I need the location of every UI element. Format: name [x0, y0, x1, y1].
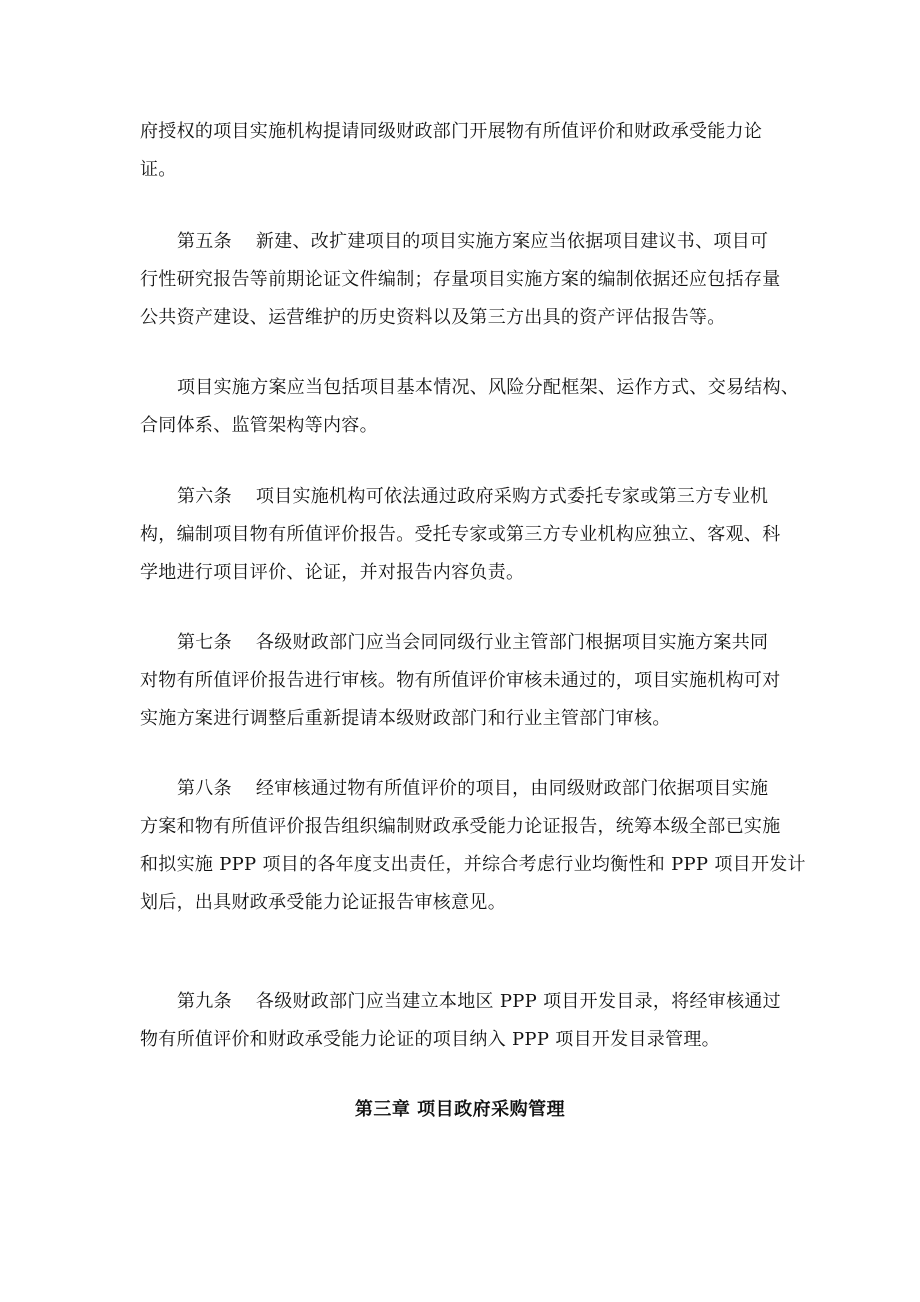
text-line: 和拟实施 PPP 项目的各年度支出责任，并综合考虑行业均衡性和 PPP 项目开发计	[140, 854, 806, 875]
paragraph-continuation	[140, 113, 785, 189]
chapter-heading: 第三章 项目政府采购管理	[354, 1099, 566, 1120]
article-5-paragraph-2	[140, 369, 800, 445]
article-text: 各级财政部门应当建立本地区 PPP 项目开发目录，将经审核通过	[255, 991, 781, 1012]
text-line: 公共资产建设、运营维护的历史资料以及第三方出具的资产评估报告等。	[140, 307, 726, 328]
text-line	[140, 983, 785, 1021]
article-text: 新建、改扩建项目的项目实施方案应当依据项目建议书、项目可	[255, 231, 769, 252]
text-line: 方案和物有所值评价报告组织编制财政承受能力论证报告，统筹本级全部已实施	[140, 816, 781, 837]
article-number: 第五条	[177, 231, 232, 252]
text-line: 府授权的项目实施机构提请同级财政部门开展物有所值评价和财政承受能力论	[140, 121, 763, 142]
text-line	[140, 478, 785, 516]
text-line: 学地进行项目评价、论证，并对报告内容负责。	[140, 562, 525, 583]
article-number: 第六条	[177, 486, 232, 507]
text-line	[140, 770, 785, 808]
article-number: 第七条	[177, 632, 232, 653]
article-9	[140, 983, 785, 1059]
text-line: 证。	[140, 159, 177, 180]
article-text: 各级财政部门应当会同同级行业主管部门根据项目实施方案共同	[255, 632, 769, 653]
text-line	[140, 624, 785, 662]
article-number: 第九条	[177, 991, 232, 1012]
text-line: 行性研究报告等前期论证文件编制；存量项目实施方案的编制依据还应包括存量	[140, 269, 781, 290]
article-8	[140, 770, 806, 922]
text-line: 实施方案进行调整后重新提请本级财政部门和行业主管部门审核。	[140, 708, 671, 729]
article-5	[140, 223, 785, 337]
text-line: 合同体系、监管架构等内容。	[140, 415, 378, 436]
text-line: 项目实施方案应当包括项目基本情况、风险分配框架、运作方式、交易结构、	[177, 377, 800, 398]
text-line: 物有所值评价和财政承受能力论证的项目纳入 PPP 项目开发目录管理。	[140, 1029, 720, 1050]
article-text: 经审核通过物有所值评价的项目，由同级财政部门依据项目实施	[255, 778, 769, 799]
text-line	[140, 223, 785, 261]
text-line: 构，编制项目物有所值评价报告。受托专家或第三方专业机构应独立、客观、科	[140, 524, 781, 545]
article-number: 第八条	[177, 778, 232, 799]
text-line: 划后，出具财政承受能力论证报告审核意见。	[140, 892, 506, 913]
article-6	[140, 478, 785, 592]
text-line: 对物有所值评价报告进行审核。物有所值评价审核未通过的，项目实施机构可对	[140, 670, 781, 691]
article-7	[140, 624, 785, 738]
article-text: 项目实施机构可依法通过政府采购方式委托专家或第三方专业机	[255, 486, 769, 507]
